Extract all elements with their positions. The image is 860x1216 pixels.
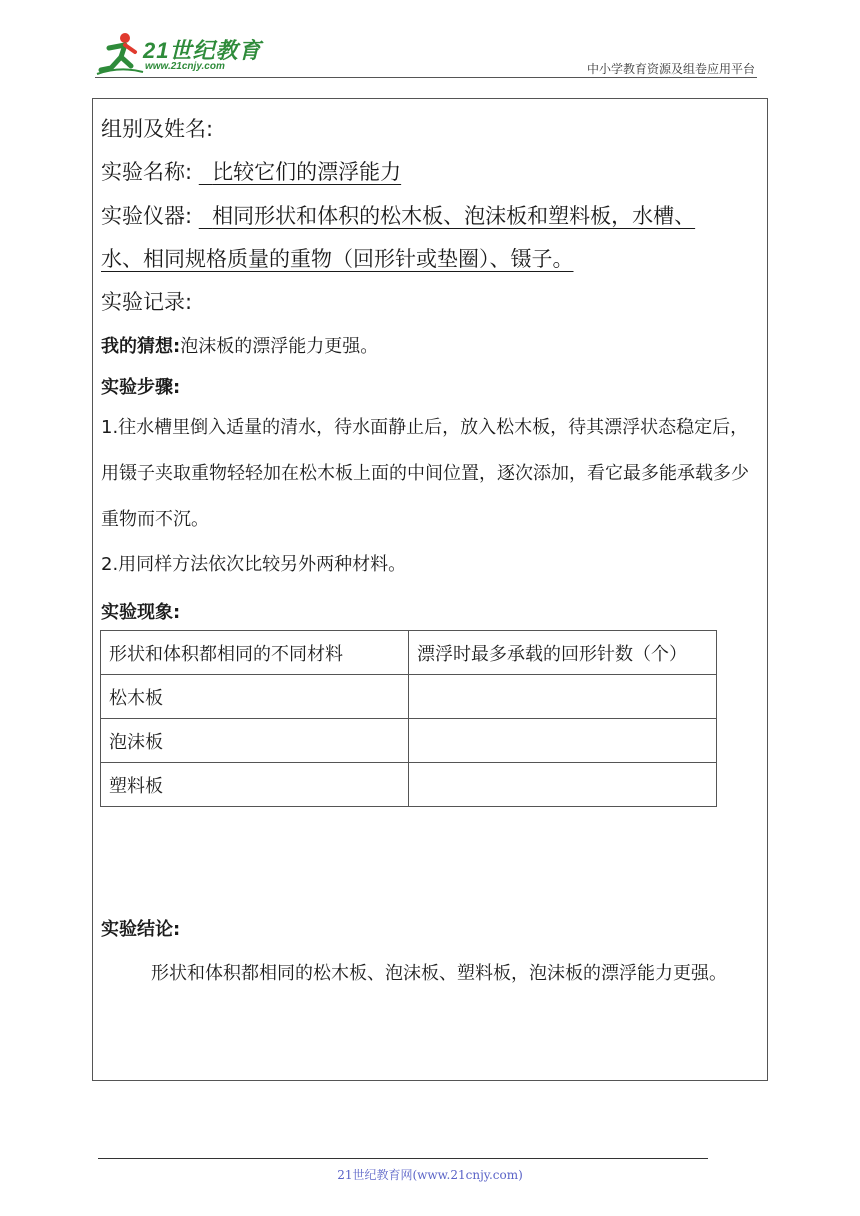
experiment-name-row <box>101 156 401 186</box>
page-header <box>95 30 757 78</box>
footer-divider <box>98 1158 708 1159</box>
table-cell-material: 塑料板 <box>101 763 409 807</box>
table-header-count: 漂浮时最多承载的回形针数（个） <box>409 631 717 675</box>
instrument-label: 实验仪器: <box>101 204 193 228</box>
logo <box>95 30 265 76</box>
step-1: 1.往水槽里倒入适量的清水，待水面静止后，放入松木板，待其漂浮状态稳定后，用镊子夹取重物轻轻加在松木板上面的中间位置，逐次添加，看它最多能承载多少重物而不沉。 <box>101 417 749 530</box>
instrument-value-line1: 相同形状和体积的松木板、泡沫板和塑料板，水槽、 <box>212 204 696 228</box>
table-row <box>101 675 717 719</box>
observation-table <box>100 630 717 807</box>
steps-label: 实验步骤: <box>101 377 181 398</box>
phenomenon-label: 实验现象: <box>101 602 181 623</box>
conclusion-label: 实验结论: <box>101 919 181 940</box>
table-cell-count[interactable] <box>409 719 717 763</box>
conclusion-text: 形状和体积都相同的松木板、泡沫板、塑料板，泡沫板的漂浮能力更强。 <box>151 963 727 984</box>
footer-text: 21世纪教育网(www.21cnjy.com) <box>337 1168 523 1182</box>
guess-row <box>101 332 378 358</box>
logo-text: 21世纪教育 <box>143 38 262 63</box>
guess-text: 泡沫板的漂浮能力更强。 <box>180 336 379 357</box>
worksheet-frame <box>92 98 768 1081</box>
header-divider <box>95 77 757 78</box>
table-header-material: 形状和体积都相同的不同材料 <box>101 631 409 675</box>
table-cell-material: 松木板 <box>101 675 409 719</box>
table-row <box>101 763 717 807</box>
group-name-label: 组别及姓名: <box>101 117 214 141</box>
instrument-row <box>101 200 695 230</box>
record-label: 实验记录: <box>101 290 193 314</box>
table-header-row <box>101 631 717 675</box>
platform-name: 中小学教育资源及组卷应用平台 <box>586 62 755 76</box>
table-cell-count[interactable] <box>409 675 717 719</box>
instrument-value-line2: 水、相同规格质量的重物（回形针或垫圈）、镊子。 <box>101 247 574 271</box>
table-row <box>101 719 717 763</box>
table-cell-material: 泡沫板 <box>101 719 409 763</box>
guess-label: 我的猜想: <box>101 336 181 357</box>
experiment-name-label: 实验名称: <box>101 160 193 184</box>
runner-logo-icon <box>95 30 145 76</box>
step-2: 2.用同样方法依次比较另外两种材料。 <box>101 554 407 575</box>
table-cell-count[interactable] <box>409 763 717 807</box>
logo-url: www.21cnjy.com <box>145 61 225 72</box>
experiment-name-value: 比较它们的漂浮能力 <box>212 160 402 184</box>
